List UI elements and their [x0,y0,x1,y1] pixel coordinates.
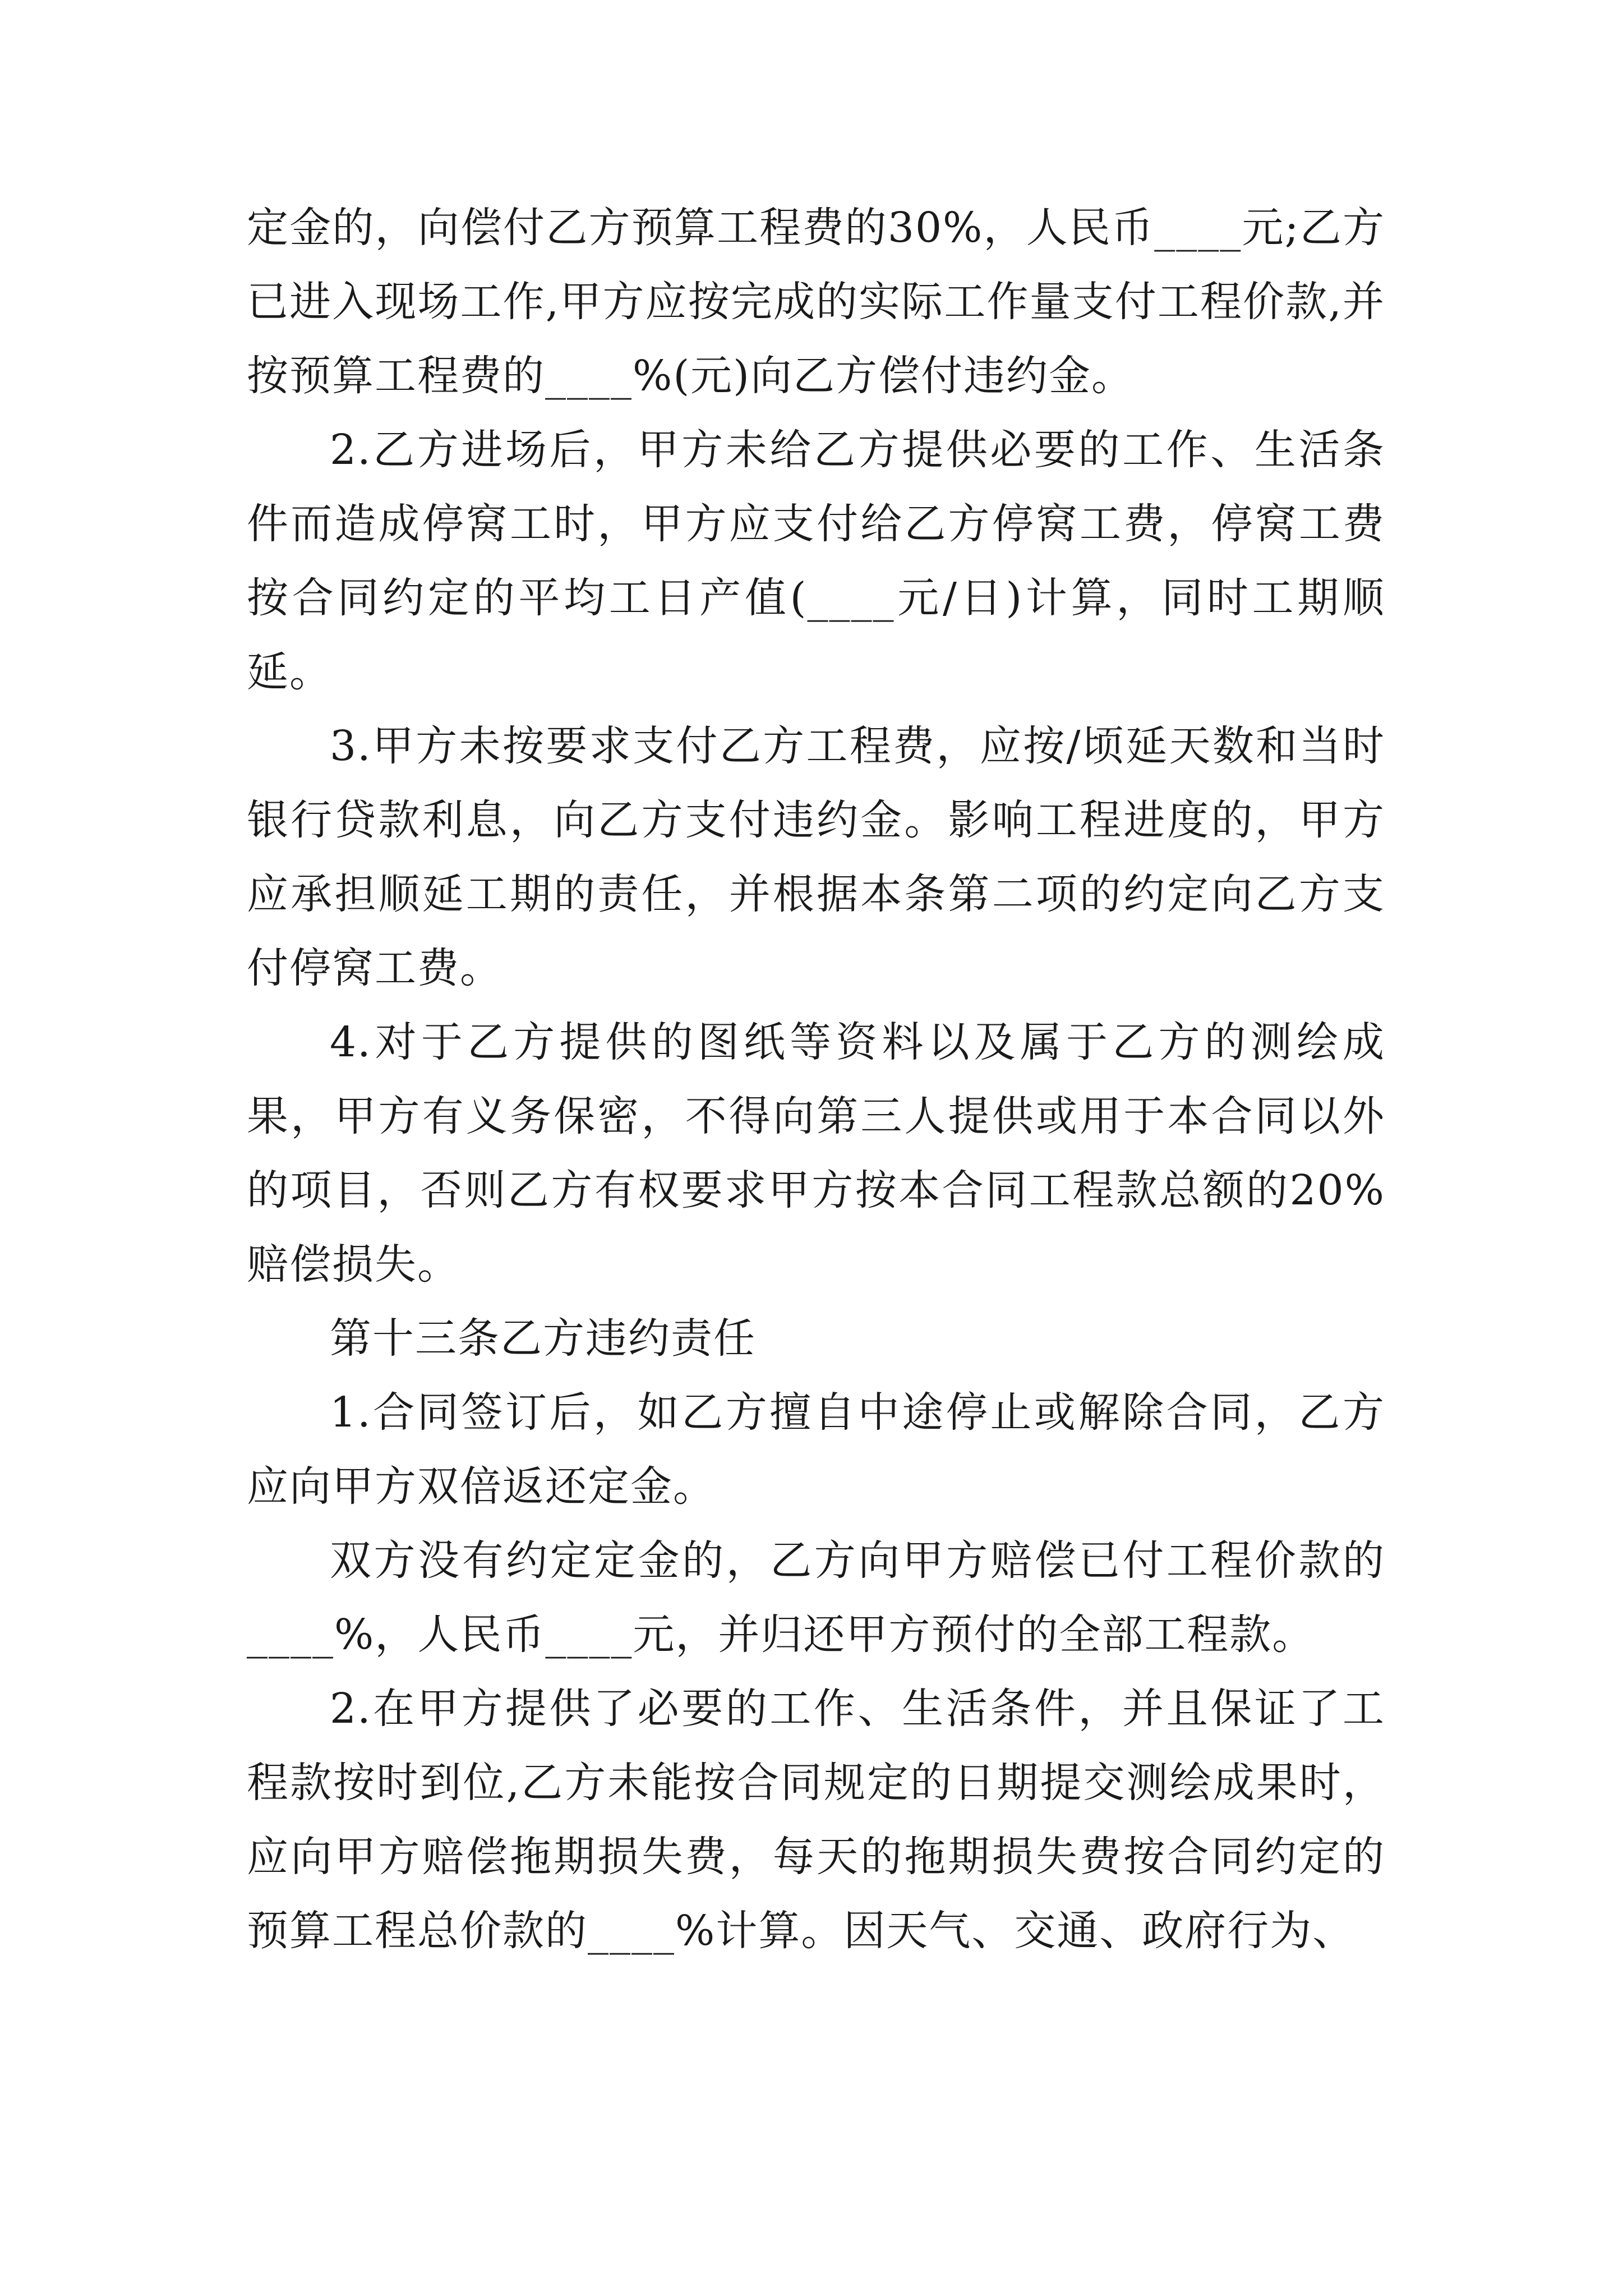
section-heading-article-13: 第十三条乙方违约责任 [330,1314,756,1363]
paragraph-deposit-compensation: 定金的，向偿付乙方预算工程费的30%，人民币____元;乙方已进入现场工作,甲方应按完成的实际工作量支付工程价款,并按预算工程费的____%(元)向乙方偿付违约金。 [247,204,1385,400]
paragraph-clause-3-late-payment: 3.甲方未按要求支付乙方工程费，应按/顷延天数和当时银行贷款利息，向乙方支付违约金。影响工程进度的，甲方应承担顺延工期的责任，并根据本条第二项的约定向乙方支付停窝工费。 [247,722,1385,992]
paragraph-no-deposit-agreed: 双方没有约定定金的，乙方向甲方赔偿已付工程价款的____%，人民币____元，并归还甲方预付的全部工程款。 [247,1536,1385,1659]
paragraph-clause-2-standby-fee: 2.乙方进场后，甲方未给乙方提供必要的工作、生活条件而造成停窝工时，甲方应支付给乙方停窝工费，停窝工费按合同约定的平均工日产值(____元/日)计算，同时工期顺延。 [247,426,1385,696]
paragraph-article-13-clause-1: 1.合同签订后，如乙方擅自中途停止或解除合同，乙方应向甲方双倍返还定金。 [247,1388,1385,1511]
paragraph-article-13-clause-2: 2.在甲方提供了必要的工作、生活条件，并且保证了工程款按时到位,乙方未能按合同规定的日期提交测绘成果时，应向甲方赔偿拖期损失费，每天的拖期损失费按合同约定的预算工程总价款的____%计算。因天气、交通、政府行为、 [247,1685,1385,1955]
document-body [247,191,1385,1968]
paragraph-clause-4-confidentiality: 4.对于乙方提供的图纸等资料以及属于乙方的测绘成果，甲方有义务保密，不得向第三人提供或用于本合同以外的项目，否则乙方有权要求甲方按本合同工程款总额的20%赔偿损失。 [247,1018,1385,1289]
